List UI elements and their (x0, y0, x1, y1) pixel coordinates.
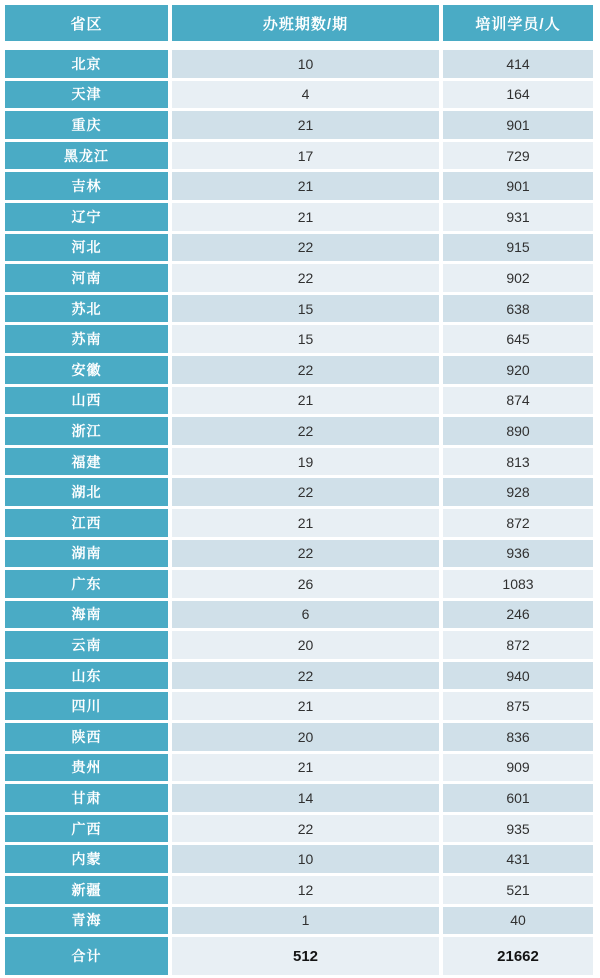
row-region-label: 天津 (5, 81, 168, 109)
total-sessions-value: 512 (172, 937, 439, 975)
row-sessions-value: 22 (172, 478, 439, 506)
row-region-label: 四川 (5, 692, 168, 720)
row-region-label: 青海 (5, 907, 168, 935)
row-region-label: 陕西 (5, 723, 168, 751)
row-sessions-value: 26 (172, 570, 439, 598)
row-region-label: 苏南 (5, 325, 168, 353)
row-trainees-value: 40 (443, 907, 593, 935)
table-row (5, 631, 593, 659)
row-trainees-value: 521 (443, 876, 593, 904)
row-sessions-value: 12 (172, 876, 439, 904)
row-region-label: 内蒙 (5, 845, 168, 873)
row-region-label: 山西 (5, 387, 168, 415)
table-row (5, 356, 593, 384)
row-trainees-value: 915 (443, 234, 593, 262)
row-trainees-value: 928 (443, 478, 593, 506)
table-row (5, 417, 593, 445)
row-sessions-value: 20 (172, 631, 439, 659)
table-row (5, 845, 593, 873)
row-sessions-value: 15 (172, 325, 439, 353)
row-region-label: 山东 (5, 662, 168, 690)
row-region-label: 广西 (5, 815, 168, 843)
row-sessions-value: 22 (172, 264, 439, 292)
total-row-label: 合计 (5, 937, 168, 975)
row-trainees-value: 874 (443, 387, 593, 415)
row-sessions-value: 21 (172, 692, 439, 720)
row-region-label: 江西 (5, 509, 168, 537)
row-sessions-value: 21 (172, 754, 439, 782)
row-trainees-value: 936 (443, 540, 593, 568)
row-sessions-value: 21 (172, 387, 439, 415)
table-row (5, 325, 593, 353)
row-trainees-value: 729 (443, 142, 593, 170)
row-sessions-value: 22 (172, 356, 439, 384)
row-sessions-value: 22 (172, 815, 439, 843)
table-row (5, 234, 593, 262)
row-trainees-value: 836 (443, 723, 593, 751)
row-sessions-value: 21 (172, 172, 439, 200)
row-region-label: 贵州 (5, 754, 168, 782)
row-trainees-value: 164 (443, 81, 593, 109)
row-sessions-value: 10 (172, 845, 439, 873)
table-row (5, 876, 593, 904)
row-trainees-value: 431 (443, 845, 593, 873)
row-region-label: 河南 (5, 264, 168, 292)
table-row (5, 784, 593, 812)
row-region-label: 重庆 (5, 111, 168, 139)
row-region-label: 苏北 (5, 295, 168, 323)
column-header-sessions: 办班期数/期 (172, 5, 439, 41)
row-trainees-value: 890 (443, 417, 593, 445)
table-row (5, 907, 593, 935)
row-region-label: 北京 (5, 50, 168, 78)
table-row (5, 815, 593, 843)
table-row (5, 662, 593, 690)
row-trainees-value: 601 (443, 784, 593, 812)
row-trainees-value: 931 (443, 203, 593, 231)
table-row (5, 387, 593, 415)
row-sessions-value: 17 (172, 142, 439, 170)
row-sessions-value: 19 (172, 448, 439, 476)
table-row (5, 203, 593, 231)
row-sessions-value: 22 (172, 540, 439, 568)
row-sessions-value: 22 (172, 234, 439, 262)
row-region-label: 云南 (5, 631, 168, 659)
row-trainees-value: 935 (443, 815, 593, 843)
row-region-label: 浙江 (5, 417, 168, 445)
row-sessions-value: 21 (172, 203, 439, 231)
row-region-label: 安徽 (5, 356, 168, 384)
table-row (5, 172, 593, 200)
table-row (5, 81, 593, 109)
row-region-label: 湖南 (5, 540, 168, 568)
row-trainees-value: 872 (443, 509, 593, 537)
table-row (5, 540, 593, 568)
row-trainees-value: 414 (443, 50, 593, 78)
table-row (5, 692, 593, 720)
row-trainees-value: 872 (443, 631, 593, 659)
row-trainees-value: 909 (443, 754, 593, 782)
table-row (5, 478, 593, 506)
row-trainees-value: 813 (443, 448, 593, 476)
row-sessions-value: 10 (172, 50, 439, 78)
row-region-label: 湖北 (5, 478, 168, 506)
row-region-label: 甘肃 (5, 784, 168, 812)
row-sessions-value: 1 (172, 907, 439, 935)
total-trainees-value: 21662 (443, 937, 593, 975)
row-region-label: 辽宁 (5, 203, 168, 231)
table-row (5, 509, 593, 537)
row-sessions-value: 21 (172, 111, 439, 139)
table-row (5, 50, 593, 78)
row-region-label: 海南 (5, 601, 168, 629)
row-sessions-value: 22 (172, 662, 439, 690)
row-region-label: 广东 (5, 570, 168, 598)
row-trainees-value: 1083 (443, 570, 593, 598)
row-sessions-value: 21 (172, 509, 439, 537)
table-total-row (5, 937, 593, 975)
row-sessions-value: 22 (172, 417, 439, 445)
row-trainees-value: 901 (443, 172, 593, 200)
table-row (5, 754, 593, 782)
row-trainees-value: 638 (443, 295, 593, 323)
row-region-label: 黑龙江 (5, 142, 168, 170)
training-stats-table (5, 5, 593, 975)
row-trainees-value: 920 (443, 356, 593, 384)
table-header-row (5, 5, 593, 41)
table-row (5, 142, 593, 170)
table-row (5, 723, 593, 751)
column-header-region: 省区 (5, 5, 168, 41)
row-sessions-value: 15 (172, 295, 439, 323)
table-row (5, 448, 593, 476)
column-header-trainees: 培训学员/人 (443, 5, 593, 41)
row-region-label: 河北 (5, 234, 168, 262)
table-body (5, 50, 593, 934)
row-trainees-value: 875 (443, 692, 593, 720)
row-region-label: 吉林 (5, 172, 168, 200)
row-sessions-value: 14 (172, 784, 439, 812)
row-sessions-value: 4 (172, 81, 439, 109)
table-row (5, 570, 593, 598)
table-row (5, 264, 593, 292)
table-row (5, 111, 593, 139)
row-trainees-value: 645 (443, 325, 593, 353)
row-trainees-value: 940 (443, 662, 593, 690)
row-sessions-value: 20 (172, 723, 439, 751)
row-region-label: 福建 (5, 448, 168, 476)
row-sessions-value: 6 (172, 601, 439, 629)
row-trainees-value: 246 (443, 601, 593, 629)
row-region-label: 新疆 (5, 876, 168, 904)
table-row (5, 295, 593, 323)
table-row (5, 601, 593, 629)
row-trainees-value: 901 (443, 111, 593, 139)
row-trainees-value: 902 (443, 264, 593, 292)
